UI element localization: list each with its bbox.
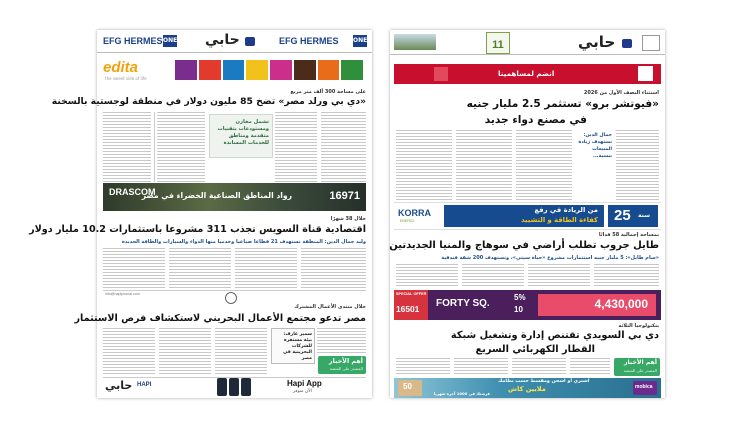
app-phones [217, 378, 251, 396]
section-divider [103, 290, 366, 291]
kicker: استثناء النصف الأول من 2026 [583, 90, 659, 96]
body-text [516, 130, 572, 200]
forum-emblem-icon [225, 292, 237, 304]
korra-logo: KORRA [398, 208, 431, 218]
kicker: بتكنولوجيا الثلاثة [618, 323, 659, 329]
korra-years: 25 [614, 207, 631, 224]
korra-slogan-band [444, 205, 604, 227]
body-text [321, 112, 366, 182]
efg-hermes-brand-2: EFG HERMES [279, 36, 339, 46]
newspaper-page-right [390, 30, 665, 398]
mobica-line-3: فرصتك في 1000 أجرة شهريا [434, 391, 490, 396]
kicker: خلال 38 شهرًا [330, 216, 366, 222]
hapi-logo: حابي [578, 33, 616, 51]
kicker: خلال منتدى الأعمال المشترك [294, 304, 366, 310]
top-news-sub: المصدر على المنصة [623, 368, 657, 373]
headline-line-2[interactable]: القطار الكهربائي السريع [475, 344, 595, 355]
body-text [169, 248, 231, 288]
hapi-logo: حابي [205, 32, 240, 48]
body-text [275, 112, 317, 182]
forty-price-band [538, 294, 656, 316]
body-text [103, 328, 155, 374]
top-news-button[interactable] [614, 358, 660, 376]
phone-mockup [217, 378, 227, 396]
footer-hapi-logo-ar: حابي [105, 379, 133, 392]
product-pack [270, 60, 292, 80]
product-pack [246, 60, 268, 80]
body-text [159, 328, 211, 374]
body-text [396, 264, 458, 288]
feature-box-text: تشمل مخازن ومستودعات بتقنيات متقدمة ومناطق للخدمات المساندة [217, 119, 269, 146]
phone-mockup [241, 378, 251, 396]
mobica-logo-box [633, 381, 657, 395]
feature-box [209, 114, 273, 158]
pull-quote: جمال الدين: نستهدف زيادة المبيعات بنسبة... [578, 133, 612, 159]
drascom-hotline: 16971 [329, 190, 360, 202]
footer-hapi-logo: HAPI [137, 382, 152, 388]
header-ad-photo [394, 34, 436, 50]
cib-banner-text: انضم لمساهمينا [498, 69, 555, 78]
forty-hotline: 16501 [396, 304, 420, 314]
body-text [396, 358, 450, 376]
body-text [594, 264, 659, 288]
product-pack [175, 60, 197, 80]
newspaper-page-left [29, 30, 372, 398]
drascom-ad[interactable] [103, 183, 366, 211]
mobica-line-2: ملايين كاش [508, 385, 546, 393]
product-pack [318, 60, 340, 80]
top-news-sub: المصدر على المنصة [329, 366, 363, 371]
efg-one-badge-2: ONE [353, 35, 367, 47]
phone-mockup [229, 378, 239, 396]
hapi-logo-mark [622, 39, 632, 48]
body-text [157, 112, 205, 182]
body-text [456, 130, 512, 200]
body-text [462, 264, 524, 288]
subheadline: وليد جمال الدين: المنطقة تستهدف 21 قطاعا صناعيا وخدميا منها الدواء والسيارات والطاقة الجديدة [121, 239, 366, 245]
edita-products [175, 60, 363, 80]
edita-tagline: the sweet side of life [105, 76, 147, 81]
forty-downpayment: 5% [514, 293, 526, 302]
body-text [103, 248, 165, 288]
cib-banner-ad[interactable] [394, 64, 661, 84]
korra-energy-ad[interactable] [394, 202, 661, 230]
edita-logo: edita [103, 59, 139, 76]
body-text [317, 328, 366, 354]
headline-line-1[interactable]: «فيوتشر برو» تستثمر 2.5 مليار جنيه [466, 98, 659, 110]
hapi-app-title[interactable]: Hapi App [287, 379, 322, 388]
column-divider [154, 112, 155, 182]
body-text [570, 358, 610, 376]
headline[interactable]: اقتصادية قناة السويس تجذب 311 مشروعا باستثمارات 10.2 مليار دولار [29, 224, 366, 235]
body-text [454, 358, 508, 376]
ad-badge [398, 380, 422, 396]
body-text [235, 248, 297, 288]
hapi-app-sub: الآن متوفر [293, 389, 312, 394]
korra-slogan-2: كفاءة الطاقة و التشييد [521, 216, 598, 224]
side-box-text: سمير عارف: بيئة مستقرة للشركات البحرينية في مصر [283, 332, 312, 361]
body-text [215, 328, 267, 374]
product-pack [294, 60, 316, 80]
cib-logo-icon [434, 67, 448, 81]
headline-line-1[interactable]: دي بي السويدي تقتنص إدارة وتشغيل شبكة [450, 330, 659, 341]
mobica-ad[interactable] [394, 378, 661, 398]
headline[interactable]: طايل جروب تطلب أراضي في سوهاج والمنيا الجديدتين [389, 240, 659, 251]
product-pack [341, 60, 363, 80]
kicker: بمساحة إجمالية 58 فدانًا [598, 232, 659, 238]
product-pack [223, 60, 245, 80]
mobica-logo: mobica [635, 384, 653, 390]
forty-logo: FORTY SQ. [436, 298, 490, 309]
issue-badge [486, 32, 510, 54]
korra-logo-sub: ENERGI [400, 219, 414, 223]
body-text [616, 130, 659, 200]
headline[interactable]: مصر تدعو مجتمع الأعمال البحريني لاستكشاف فرص الاستثمار [74, 313, 366, 324]
top-news-label: أهم الأخبار [328, 357, 363, 365]
mobica-line-1: اشتري أو اشحن ومقسط حسب نظامك [498, 379, 590, 384]
issue-number: 11 [492, 39, 504, 51]
ad-badge-number: 50 [403, 382, 412, 391]
footer-email[interactable]: info@hapijournal.com [105, 292, 140, 296]
korra-years-badge [608, 205, 658, 227]
hapi-logo-mark [245, 37, 255, 46]
page-header [97, 30, 372, 53]
top-news-label: أهم الأخبار [623, 359, 657, 366]
forty-price: 4,430,000 [594, 297, 648, 311]
top-news-button[interactable] [318, 356, 366, 374]
special-offer-label: SPECIAL OFFER [396, 292, 427, 296]
korra-slogan-1: من الريادة في رفع [534, 206, 598, 214]
subheadline: «سام طايل»: 5 مليار جنيه استثمارات مشروع «حياة سيتي»، ونستهدف 200 شقة فندقية [441, 255, 659, 261]
body-text [396, 130, 452, 200]
body-text [103, 112, 151, 182]
kicker: على مساحة 300 ألف متر مربع [290, 89, 366, 95]
header-emblem-icon [642, 35, 660, 51]
drascom-logo: DRASCOM [109, 187, 156, 197]
edita-ad[interactable] [103, 57, 366, 83]
efg-hermes-brand: EFG HERMES [103, 36, 163, 46]
product-pack [199, 60, 221, 80]
qr-code-icon [638, 66, 653, 81]
page-header [390, 30, 665, 55]
headline-line-2[interactable]: في مصنع دواء جديد [484, 114, 587, 126]
body-text [301, 248, 366, 288]
drascom-tagline: رواد المناطق الصناعية الخضراء في مصر [141, 191, 292, 200]
forty-sq-ad[interactable] [394, 290, 661, 320]
side-box [271, 328, 315, 364]
body-text [512, 358, 566, 376]
korra-years-label: سنة [638, 212, 650, 219]
forty-years: 10 [514, 305, 523, 314]
body-text [528, 264, 590, 288]
headline[interactable]: «دي بي ورلد مصر» تضخ 85 مليون دولار في منطقة لوجستية بالسخنة [51, 96, 366, 107]
special-offer-tag [394, 290, 428, 320]
efg-one-badge: ONE [163, 35, 177, 47]
